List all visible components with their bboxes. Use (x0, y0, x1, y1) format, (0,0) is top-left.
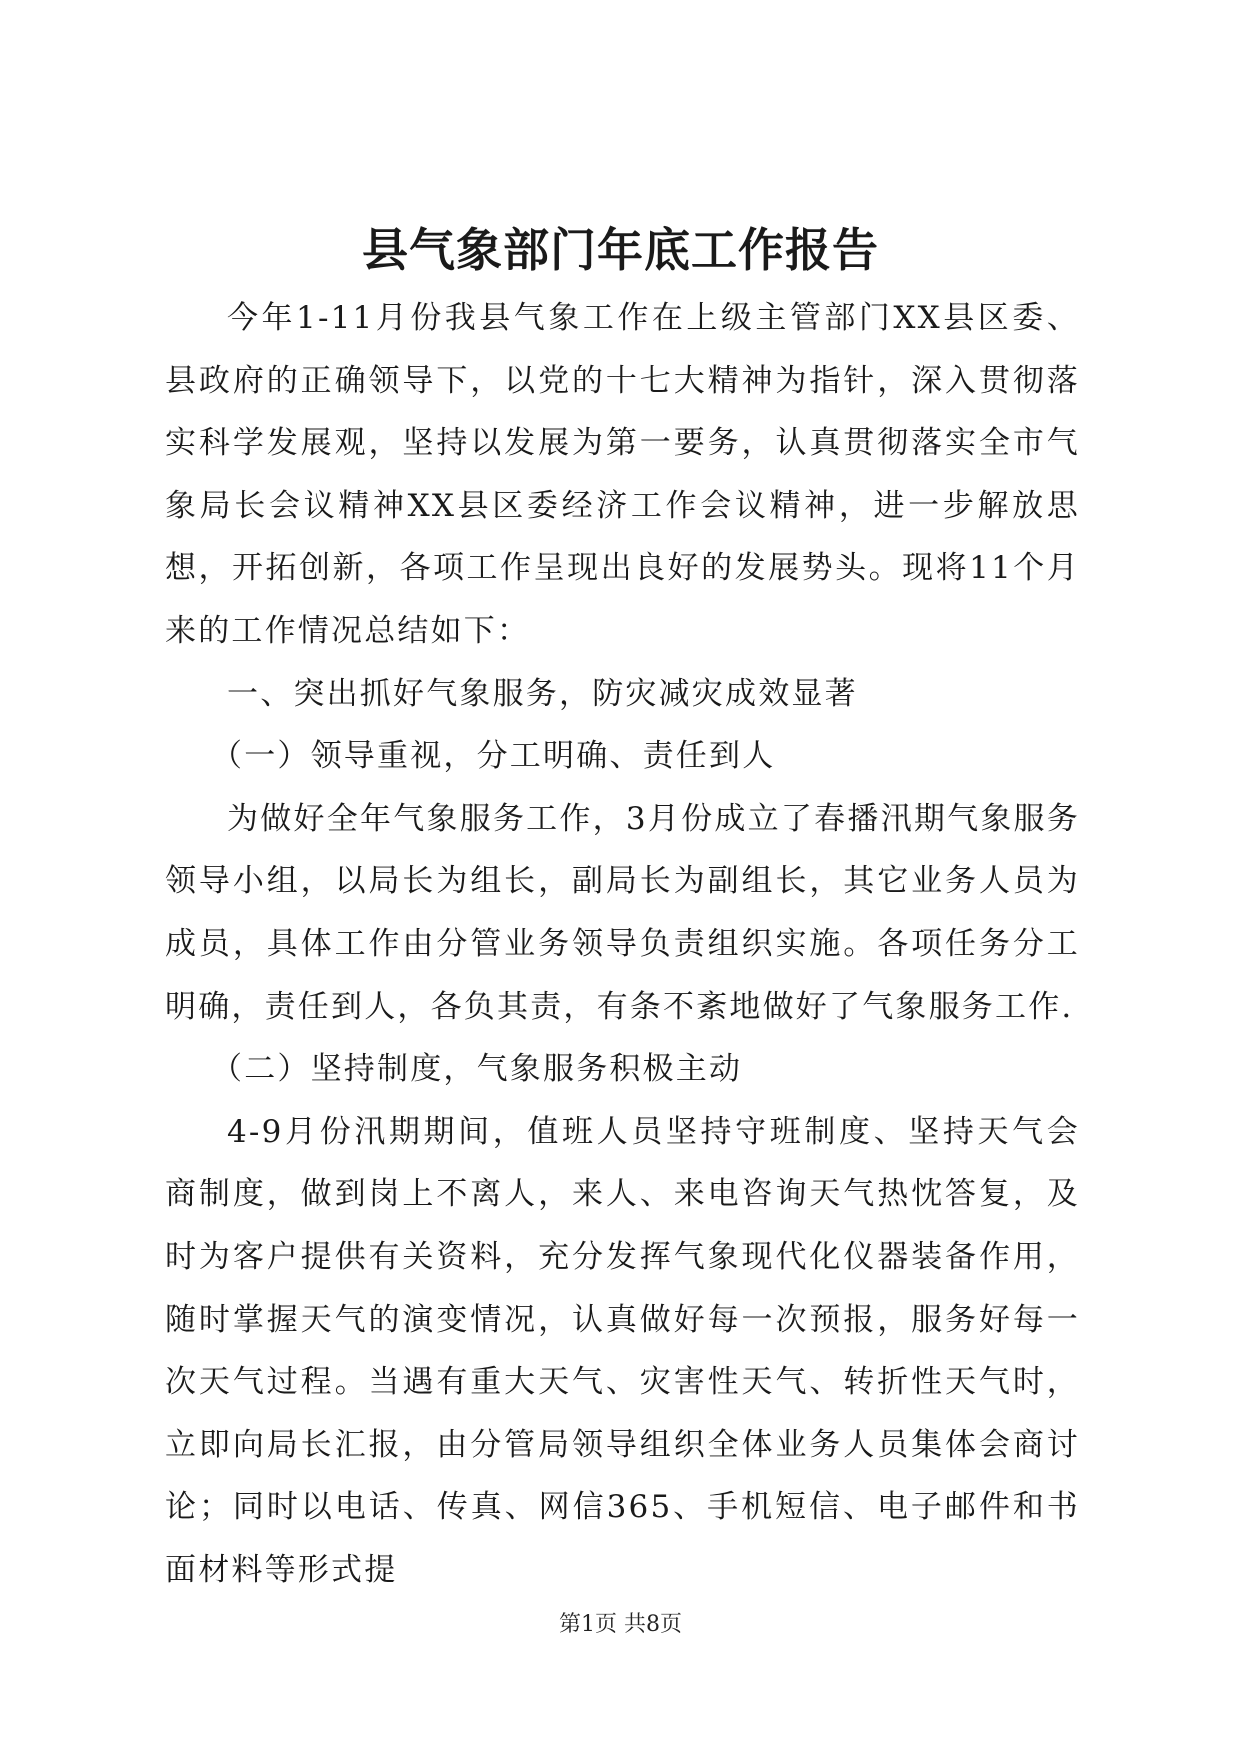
page-number-footer: 第1页 共8页 (559, 1612, 682, 1637)
subsection-heading-1: （一）领导重视，分工明确、责任到人 (211, 738, 776, 775)
section-heading-1: 一、突出抓好气象服务，防灾减灾成效显著 (227, 675, 858, 712)
paragraph-duty-system: 4-9月份汛期期间，值班人员坚持守班制度、坚持天气会商制度，做到岗上不离人，来人、来电咨询天气热忱答复，及时为客户提供有关资料，充分发挥气象现代化仪器装备作用，随时掌握天气的演变情况，认真做好每一次预报，服务好每一次天气过程。当遇有重大天气、灾害性天气、转折性天气时，立即向局长汇报，由分管局领导组织全体业务人员集体会商讨论；同时以电话、传真、网信365、手机短信、电子邮件和书面材料等形式提 (165, 1113, 1080, 1588)
document-body (165, 287, 1080, 1601)
paragraph-service-team: 为做好全年气象服务工作，3月份成立了春播汛期气象服务领导小组，以局长为组长，副局长为副组长，其它业务人员为成员，具体工作由分管业务领导负责组织实施。各项任务分工明确，责任到人，各负其责，有条不紊地做好了气象服务工作. (165, 800, 1080, 1025)
paragraph-intro: 今年1-11月份我县气象工作在上级主管部门XX县区委、县政府的正确领导下，以党的十七大精神为指针，深入贯彻落实科学发展观，坚持以发展为第一要务，认真贯彻落实全市气象局长会议精神XX县区委经济工作会议精神，进一步解放思想，开拓创新，各项工作呈现出良好的发展势头。现将11个月来的工作情况总结如下： (165, 300, 1080, 649)
document-title: 县气象部门年底工作报告 (362, 223, 879, 277)
subsection-heading-2: （二）坚持制度，气象服务积极主动 (211, 1051, 743, 1088)
